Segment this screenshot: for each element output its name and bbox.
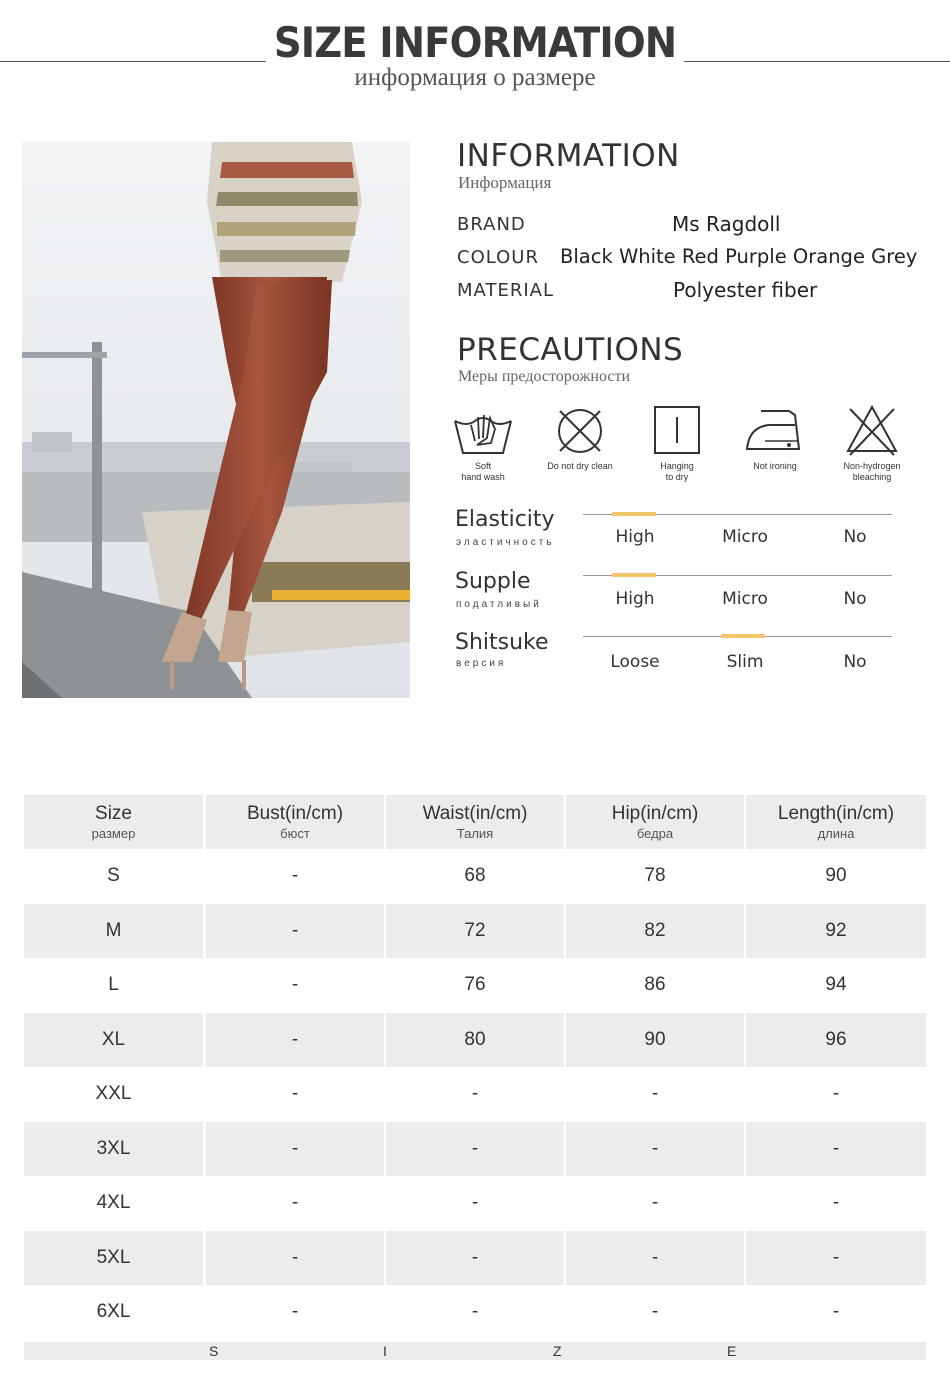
cell-size — [24, 1013, 203, 1067]
attr-sub-elasticity: эластичность — [456, 537, 555, 548]
cell-value-bust: - — [291, 1246, 299, 1268]
cell-value-length: - — [832, 1137, 840, 1159]
size-table-header — [24, 795, 926, 849]
cell-bust — [206, 1231, 384, 1285]
cell-value-hip: - — [651, 1301, 659, 1322]
care-label-hang-dry: Hanging to dry — [660, 461, 694, 482]
cell-length — [746, 1176, 926, 1230]
cell-value-waist: - — [471, 1083, 479, 1104]
cell-value-size: 5XL — [96, 1246, 131, 1268]
cell-size — [24, 1285, 203, 1339]
cell-hip — [566, 958, 744, 1012]
header-bust-label: Bust(in/cm) — [246, 803, 344, 824]
cell-value-size: XL — [101, 1028, 126, 1050]
cell-value-hip: - — [651, 1083, 659, 1104]
cell-value-length: 94 — [825, 974, 847, 995]
attr-mark-elasticity — [612, 512, 656, 516]
footer-letter-e: E — [727, 1343, 737, 1359]
table-row — [24, 1013, 926, 1067]
cell-value-waist: - — [471, 1192, 479, 1213]
cell-value-waist: 76 — [464, 974, 486, 995]
attr-name-supple: Supple — [455, 569, 531, 594]
cell-value-bust: - — [291, 1137, 299, 1159]
cell-bust — [206, 1176, 384, 1230]
cell-value-bust: - — [291, 1301, 299, 1322]
header-length — [746, 795, 926, 849]
cell-value-waist: 80 — [464, 1028, 486, 1050]
material-value: Polyester fiber — [673, 278, 818, 302]
cell-hip — [566, 904, 744, 958]
cell-length — [746, 849, 926, 903]
cell-size — [24, 849, 203, 903]
cell-value-length: 90 — [825, 865, 847, 886]
table-row — [24, 1176, 926, 1230]
cell-value-size: M — [105, 919, 122, 941]
cell-value-bust: - — [291, 865, 299, 886]
attr-opt-shitsuke-3: No — [843, 652, 867, 672]
cell-length — [746, 1285, 926, 1339]
footer-letter-i: I — [383, 1343, 387, 1359]
care-no-bleach — [822, 403, 922, 483]
brand-value: Ms Ragdoll — [672, 212, 781, 236]
table-row — [24, 1231, 926, 1285]
cell-value-hip: 82 — [644, 919, 666, 941]
cell-value-waist: - — [471, 1137, 479, 1159]
cell-value-hip: 86 — [644, 974, 666, 995]
cell-value-size: 6XL — [96, 1301, 131, 1322]
care-label-hand-wash: Soft hand wash — [461, 461, 505, 482]
cell-bust — [206, 849, 384, 903]
cell-waist — [386, 1067, 564, 1121]
attr-opt-shitsuke-1: Loose — [610, 652, 660, 672]
page-title: SIZE INFORMATION — [273, 18, 677, 67]
cell-bust — [206, 1013, 384, 1067]
cell-value-size: S — [107, 865, 120, 886]
brand-label: BRAND — [457, 214, 526, 235]
header-length-label: Length(in/cm) — [777, 803, 895, 824]
no-bleach-icon — [844, 403, 900, 459]
cell-value-hip: 90 — [644, 1028, 666, 1050]
attr-opt-elasticity-1: High — [615, 527, 655, 547]
cell-hip — [566, 1122, 744, 1176]
attr-sub-shitsuke: версия — [456, 658, 507, 669]
cell-value-size: 3XL — [96, 1137, 131, 1159]
cell-length — [746, 1013, 926, 1067]
cell-size — [24, 1176, 203, 1230]
header-length-sub: длина — [817, 826, 855, 841]
cell-size — [24, 1231, 203, 1285]
material-label: MATERIAL — [457, 280, 554, 301]
header-bust — [206, 795, 384, 849]
cell-value-waist: 72 — [464, 919, 486, 941]
table-row — [24, 1122, 926, 1176]
cell-value-waist: - — [471, 1301, 479, 1322]
cell-hip — [566, 849, 744, 903]
care-hand-wash — [433, 403, 533, 483]
precautions-title: PRECAUTIONS — [457, 332, 684, 368]
attr-opt-supple-3: No — [843, 589, 867, 609]
cell-value-length: 92 — [825, 919, 847, 941]
cell-length — [746, 1122, 926, 1176]
table-row — [24, 958, 926, 1012]
cell-value-hip: 78 — [644, 865, 666, 886]
cell-waist — [386, 958, 564, 1012]
header-hip-label: Hip(in/cm) — [611, 803, 699, 824]
attr-name-elasticity: Elasticity — [455, 507, 555, 532]
table-row — [24, 904, 926, 958]
cell-hip — [566, 1231, 744, 1285]
cell-waist — [386, 849, 564, 903]
cell-hip — [566, 1176, 744, 1230]
footer-letter-z: Z — [553, 1343, 562, 1359]
attr-mark-supple — [612, 573, 656, 577]
cell-length — [746, 1067, 926, 1121]
no-iron-icon — [743, 403, 807, 459]
attr-opt-shitsuke-2: Slim — [726, 652, 764, 672]
cell-value-length: - — [832, 1083, 840, 1104]
header-waist — [386, 795, 564, 849]
cell-value-hip: - — [651, 1137, 659, 1159]
cell-bust — [206, 958, 384, 1012]
header-size — [24, 795, 203, 849]
cell-value-waist: 68 — [464, 865, 486, 886]
cell-value-bust: - — [291, 919, 299, 941]
cell-waist — [386, 1122, 564, 1176]
attr-mark-shitsuke — [721, 634, 765, 638]
care-label-no-dry-clean: Do not dry clean — [547, 461, 613, 471]
cell-value-length: 96 — [825, 1028, 847, 1050]
care-label-no-iron: Not ironing — [753, 461, 797, 471]
hang-dry-icon — [649, 403, 705, 459]
cell-value-length: - — [832, 1301, 840, 1322]
cell-waist — [386, 904, 564, 958]
header-size-label: Size — [95, 803, 132, 824]
header-size-sub: размер — [91, 826, 136, 841]
cell-waist — [386, 1013, 564, 1067]
cell-waist — [386, 1285, 564, 1339]
attr-sub-supple: податливый — [456, 599, 542, 610]
hand-wash-icon — [451, 403, 515, 459]
cell-bust — [206, 1067, 384, 1121]
care-no-iron — [725, 403, 825, 472]
cell-size — [24, 958, 203, 1012]
cell-value-bust: - — [291, 1192, 299, 1213]
attr-name-shitsuke: Shitsuke — [455, 630, 549, 655]
table-row — [24, 849, 926, 903]
header-waist-sub: Талия — [456, 826, 494, 841]
cell-waist — [386, 1176, 564, 1230]
attr-opt-supple-1: High — [615, 589, 655, 609]
care-hang-dry — [627, 403, 727, 483]
no-dry-clean-icon — [552, 403, 608, 459]
cell-size — [24, 1067, 203, 1121]
header-hip — [566, 795, 744, 849]
cell-value-bust: - — [291, 974, 299, 995]
information-title: INFORMATION — [457, 138, 680, 174]
cell-hip — [566, 1013, 744, 1067]
cell-value-hip: - — [651, 1246, 659, 1268]
header-waist-label: Waist(in/cm) — [422, 803, 528, 824]
cell-hip — [566, 1067, 744, 1121]
attr-opt-elasticity-3: No — [843, 527, 867, 547]
table-row — [24, 1067, 926, 1121]
cell-bust — [206, 1122, 384, 1176]
cell-length — [746, 1231, 926, 1285]
cell-bust — [206, 1285, 384, 1339]
colour-label: COLOUR — [457, 247, 539, 268]
cell-value-size: XXL — [95, 1083, 132, 1104]
cell-value-bust: - — [291, 1083, 299, 1104]
product-photo — [22, 142, 410, 698]
size-footer-bar — [24, 1342, 926, 1360]
cell-length — [746, 958, 926, 1012]
cell-bust — [206, 904, 384, 958]
page-subtitle: информация о размере — [354, 64, 596, 91]
care-no-dry-clean — [530, 403, 630, 472]
header-bust-sub: бюст — [280, 826, 310, 841]
cell-value-hip: - — [651, 1192, 659, 1213]
information-subtitle: Информация — [458, 173, 552, 192]
colour-value: Black White Red Purple Orange Grey — [560, 245, 918, 268]
cell-waist — [386, 1231, 564, 1285]
cell-hip — [566, 1285, 744, 1339]
precautions-subtitle: Меры предосторожности — [458, 368, 631, 385]
care-label-no-bleach: Non-hydrogen bleaching — [843, 461, 901, 482]
cell-size — [24, 904, 203, 958]
cell-value-length: - — [832, 1246, 840, 1268]
cell-value-length: - — [832, 1192, 840, 1213]
attr-opt-elasticity-2: Micro — [722, 527, 768, 547]
cell-value-size: L — [108, 974, 119, 995]
header-hip-sub: бедра — [636, 826, 674, 841]
cell-size — [24, 1122, 203, 1176]
footer-letter-s: S — [209, 1343, 219, 1359]
cell-value-bust: - — [291, 1028, 299, 1050]
cell-length — [746, 904, 926, 958]
cell-value-size: 4XL — [96, 1192, 131, 1213]
table-row — [24, 1285, 926, 1339]
attr-opt-supple-2: Micro — [722, 589, 768, 609]
cell-value-waist: - — [471, 1246, 479, 1268]
